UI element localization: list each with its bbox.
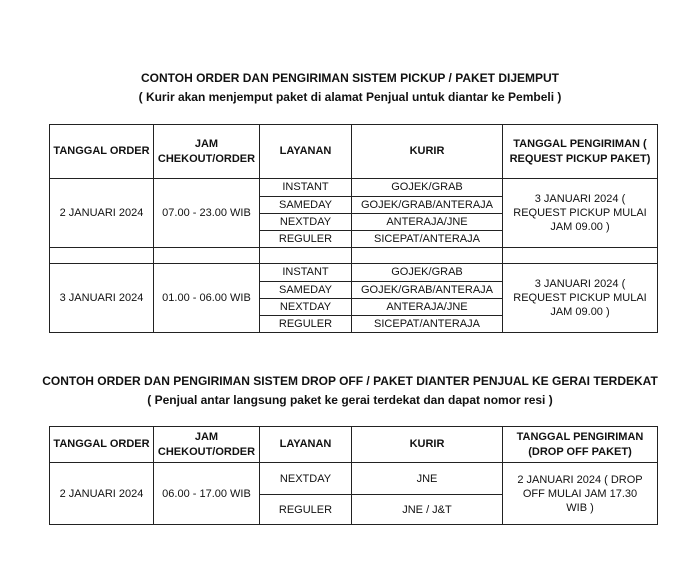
pengiriman-line1: 3 JANUARI 2024 ( [534, 278, 626, 290]
pickup-title: CONTOH ORDER DAN PENGIRIMAN SISTEM PICKUP / PAKET DIJEMPUT [140, 71, 560, 85]
tanggal-order-cell: 2 JANUARI 2024 [50, 179, 154, 248]
kurir-cell: JNE [352, 463, 503, 495]
header-tanggal-order: TANGGAL ORDER [50, 427, 154, 463]
header-kurir: KURIR [352, 427, 503, 463]
spacer-row [50, 248, 658, 264]
layanan-cell: NEXTDAY [260, 463, 352, 495]
layanan-cell: INSTANT [260, 264, 352, 282]
kurir-cell: ANTERAJA/JNE [352, 214, 503, 231]
tanggal-pengiriman-cell [503, 179, 658, 248]
header-layanan: LAYANAN [260, 427, 352, 463]
kurir-cell: JNE / J&T [352, 495, 503, 525]
kurir-cell: GOJEK/GRAB [352, 179, 503, 197]
header-pengiriman-line2: (DROP OFF PAKET) [528, 445, 632, 458]
pickup-table [49, 124, 658, 333]
kurir-cell: ANTERAJA/JNE [352, 299, 503, 316]
empty-cell [260, 248, 352, 264]
empty-cell [50, 248, 154, 264]
layanan-cell: SAMEDAY [260, 282, 352, 299]
empty-cell [352, 248, 503, 264]
layanan-cell: NEXTDAY [260, 299, 352, 316]
header-pengiriman-line1: TANGGAL PENGIRIMAN [516, 430, 644, 443]
header-pengiriman-line1: TANGGAL PENGIRIMAN ( [513, 137, 647, 150]
header-jam-line1: JAM [194, 137, 219, 150]
pengiriman-line2: OFF MULAI JAM 17.30 [522, 487, 638, 500]
pengiriman-line1: 3 JANUARI 2024 ( [534, 193, 626, 205]
layanan-cell: INSTANT [260, 179, 352, 197]
tanggal-order-cell: 2 JANUARI 2024 [50, 463, 154, 525]
pickup-header-row [50, 125, 658, 179]
layanan-cell: REGULER [260, 316, 352, 333]
table-row [50, 463, 658, 495]
tanggal-order-cell: 3 JANUARI 2024 [50, 264, 154, 333]
jam-cell: 01.00 - 06.00 WIB [154, 264, 260, 333]
pengiriman-line2: REQUEST PICKUP MULAI [513, 207, 647, 219]
kurir-cell: GOJEK/GRAB/ANTERAJA [352, 282, 503, 299]
dropoff-title: CONTOH ORDER DAN PENGIRIMAN SISTEM DROP OFF / PAKET DIANTER PENJUAL KE GERAI TERDEKAT [42, 374, 658, 388]
header-jam-line2: CHEKOUT/ORDER [157, 152, 256, 165]
header-jam-line1: JAM [194, 430, 219, 443]
pengiriman-line1: 2 JANUARI 2024 ( DROP [517, 473, 643, 486]
header-jam [154, 125, 260, 179]
header-kurir: KURIR [352, 125, 503, 179]
header-jam [154, 427, 260, 463]
header-layanan: LAYANAN [260, 125, 352, 179]
pickup-subtitle: ( Kurir akan menjemput paket di alamat Penjual untuk diantar ke Pembeli ) [138, 90, 562, 104]
header-pengiriman-line2: REQUEST PICKUP PAKET) [509, 152, 651, 165]
kurir-cell: SICEPAT/ANTERAJA [352, 316, 503, 333]
header-tanggal-order: TANGGAL ORDER [50, 125, 154, 179]
kurir-cell: GOJEK/GRAB [352, 264, 503, 282]
dropoff-table [49, 426, 658, 525]
pengiriman-line3: WIB ) [566, 501, 594, 514]
layanan-cell: SAMEDAY [260, 197, 352, 214]
tanggal-pengiriman-cell [503, 264, 658, 333]
tanggal-pengiriman-cell [503, 463, 658, 525]
dropoff-subtitle: ( Penjual antar langsung paket ke gerai terdekat dan dapat nomor resi ) [147, 393, 553, 407]
jam-cell: 06.00 - 17.00 WIB [154, 463, 260, 525]
empty-cell [154, 248, 260, 264]
pengiriman-line3: JAM 09.00 ) [550, 306, 610, 318]
header-jam-line2: CHEKOUT/ORDER [157, 445, 256, 458]
layanan-cell: NEXTDAY [260, 214, 352, 231]
layanan-cell: REGULER [260, 231, 352, 248]
pengiriman-line3: JAM 09.00 ) [550, 221, 610, 233]
jam-cell: 07.00 - 23.00 WIB [154, 179, 260, 248]
header-tanggal-pengiriman [503, 125, 658, 179]
kurir-cell: SICEPAT/ANTERAJA [352, 231, 503, 248]
table-row [50, 179, 658, 197]
layanan-cell: REGULER [260, 495, 352, 525]
pengiriman-line2: REQUEST PICKUP MULAI [513, 292, 647, 304]
empty-cell [503, 248, 658, 264]
table-row [50, 264, 658, 282]
header-tanggal-pengiriman [503, 427, 658, 463]
kurir-cell: GOJEK/GRAB/ANTERAJA [352, 197, 503, 214]
dropoff-header-row [50, 427, 658, 463]
